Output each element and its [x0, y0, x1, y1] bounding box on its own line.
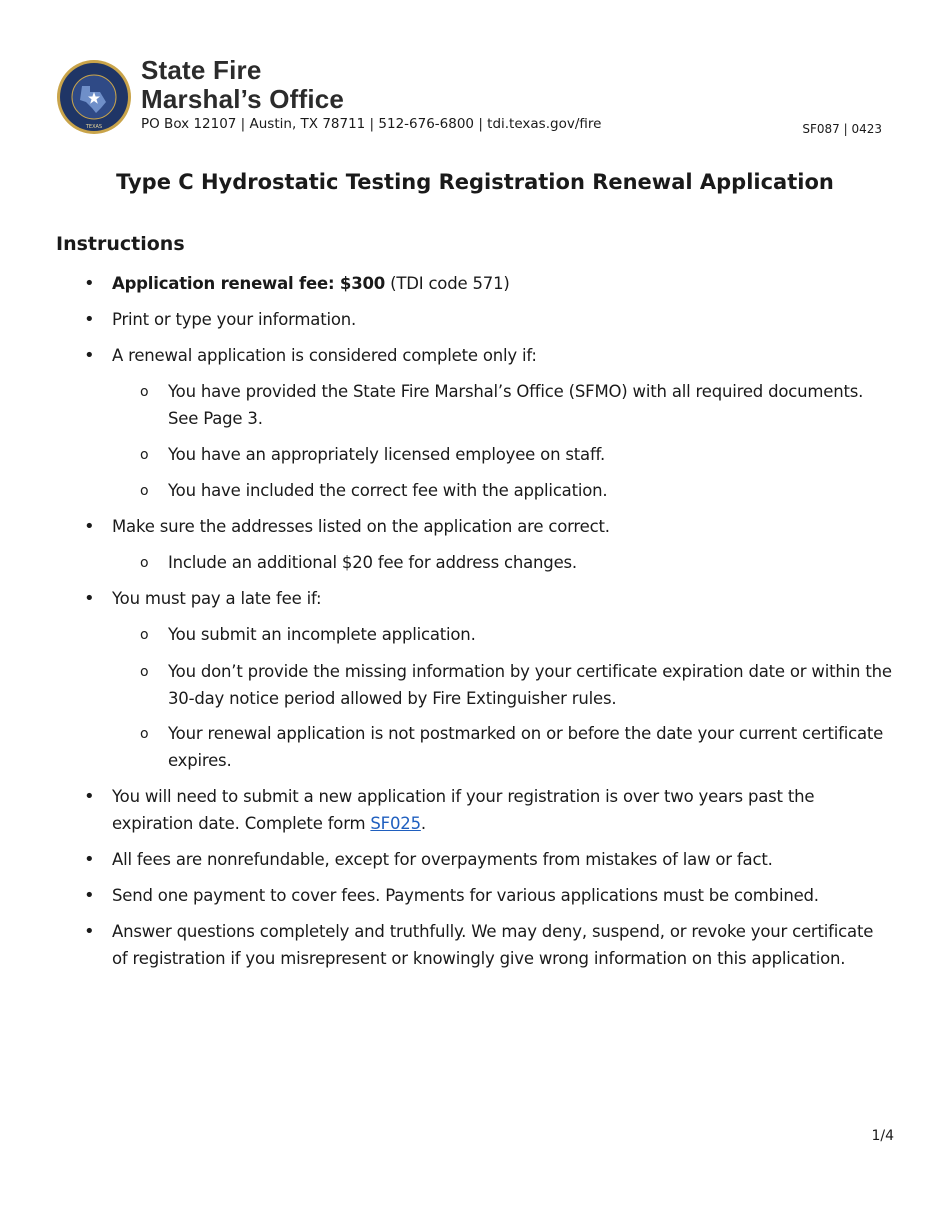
list-item-text-end: .	[420, 814, 426, 833]
bullet-icon: •	[84, 786, 95, 807]
list-item-new-application	[84, 783, 892, 837]
list-item-text: You have provided the State Fire Marshal’s Office (SFMO) with all required documents. See Page 3.	[168, 382, 864, 428]
form-code: SF087 | 0423	[802, 122, 882, 136]
circle-bullet-icon: o	[140, 483, 149, 499]
list-item-text: Include an additional $20 fee for address changes.	[168, 553, 577, 572]
circle-bullet-icon: o	[140, 627, 149, 643]
bullet-icon: •	[84, 921, 95, 942]
list-item	[84, 513, 892, 540]
list-item	[84, 882, 892, 909]
list-item	[84, 585, 892, 612]
circle-bullet-icon: o	[140, 664, 149, 680]
sub-list-item	[140, 720, 892, 774]
bullet-icon: •	[84, 516, 95, 537]
sub-list-item	[140, 621, 892, 648]
list-item-text: A renewal application is considered complete only if:	[112, 346, 537, 365]
org-name-line1: State Fire	[141, 55, 262, 85]
list-item	[84, 342, 892, 369]
list-item-text: You have an appropriately licensed employee on staff.	[168, 445, 606, 464]
circle-bullet-icon: o	[140, 726, 149, 742]
list-item-text: All fees are nonrefundable, except for overpayments from mistakes of law or fact.	[112, 850, 773, 869]
bullet-icon: •	[84, 273, 95, 294]
bullet-icon: •	[84, 345, 95, 366]
list-item-text: You will need to submit a new application if your registration is over two years past the expiration date. Complete form	[112, 787, 815, 833]
bullet-icon: •	[84, 849, 95, 870]
list-item	[84, 846, 892, 873]
list-item-text: Answer questions completely and truthfully. We may deny, suspend, or revoke your certificate of registration if you misrepresent or knowingly give wrong information on this application.	[112, 922, 874, 968]
list-item-text: Send one payment to cover fees. Payments for various applications must be combined.	[112, 886, 819, 905]
circle-bullet-icon: o	[140, 555, 149, 571]
list-item-text: Print or type your information.	[112, 310, 357, 329]
svg-text:TEXAS: TEXAS	[85, 124, 103, 130]
letterhead	[56, 56, 896, 146]
fee-code: (TDI code 571)	[385, 274, 510, 293]
org-block	[141, 56, 601, 132]
sub-list-item	[140, 477, 892, 504]
list-item-text: You must pay a late fee if:	[112, 589, 322, 608]
sub-list-item	[140, 378, 892, 432]
list-item	[84, 306, 892, 333]
bullet-icon: •	[84, 885, 95, 906]
sf025-link[interactable]: SF025	[370, 814, 421, 833]
list-item-text: Your renewal application is not postmarked on or before the date your current certificate expires.	[168, 724, 884, 770]
org-name-line2: Marshal’s Office	[141, 84, 345, 114]
circle-bullet-icon: o	[140, 447, 149, 463]
circle-bullet-icon: o	[140, 384, 149, 400]
sub-list-item	[140, 441, 892, 468]
instructions-heading: Instructions	[56, 233, 185, 255]
list-item-text: You don’t provide the missing information by your certificate expiration date or within the 30-day notice period allowed by Fire Extinguisher rules.	[168, 662, 892, 708]
contact-info: PO Box 12107 | Austin, TX 78711 | 512-676-6800 | tdi.texas.gov/fire	[141, 116, 602, 132]
list-item-text: You have included the correct fee with the application.	[168, 481, 608, 500]
page-number: 1/4	[871, 1128, 894, 1144]
page-title: Type C Hydrostatic Testing Registration Renewal Application	[116, 170, 834, 194]
list-item-text: You submit an incomplete application.	[168, 625, 476, 644]
bullet-icon: •	[84, 309, 95, 330]
list-item-fee	[84, 270, 892, 297]
sfmo-seal-icon	[56, 56, 132, 138]
fee-label: Application renewal fee: $300	[112, 274, 386, 293]
bullet-icon: •	[84, 588, 95, 609]
list-item	[84, 918, 892, 972]
sub-list-item	[140, 658, 892, 712]
list-item-text: Make sure the addresses listed on the application are correct.	[112, 517, 610, 536]
sub-list-item	[140, 549, 892, 576]
